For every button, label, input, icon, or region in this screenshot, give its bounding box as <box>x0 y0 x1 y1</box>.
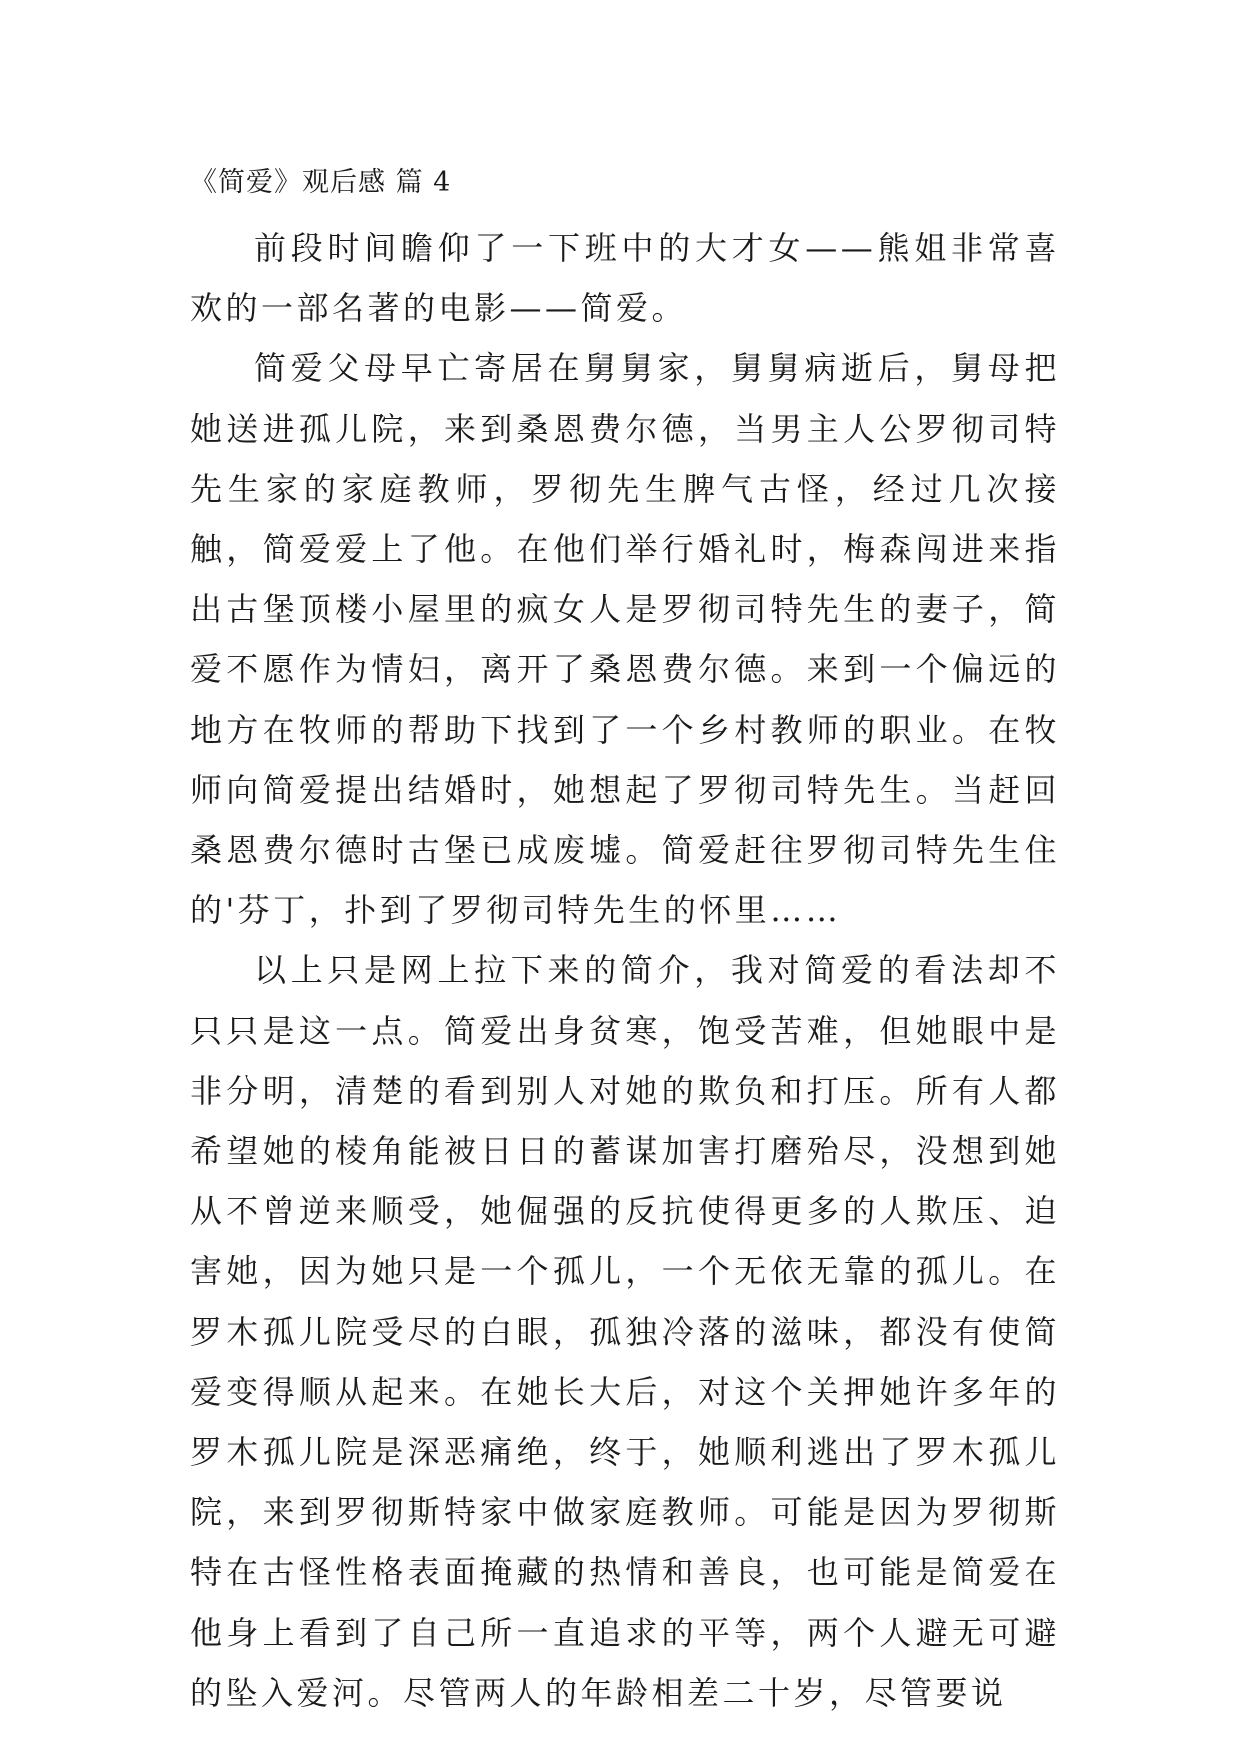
document-title: 《简爱》观后感 篇 4 <box>190 167 452 198</box>
paragraph-plot-summary: 简爱父母早亡寄居在舅舅家，舅舅病逝后，舅母把她送进孤儿院，来到桑恩费尔德，当男主人公罗彻司特先生家的家庭教师，罗彻先生脾气古怪，经过几次接触，简爱爱上了他。在他们举行婚礼时，梅森闯进来指出古堡顶楼小屋里的疯女人是罗彻司特先生的妻子，简爱不愿作为情妇，离开了桑恩费尔德。来到一个偏远的地方在牧师的帮助下找到了一个乡村教师的职业。在牧师向简爱提出结婚时，她想起了罗彻司特先生。当赶回桑恩费尔德时古堡已成废墟。简爱赶往罗彻司特先生住的'芬丁，扑到了罗彻司特先生的怀里…… <box>190 349 1060 930</box>
document-body <box>190 218 1060 1723</box>
paragraph-reflection: 以上只是网上拉下来的简介，我对简爱的看法却不只只是这一点。简爱出身贫寒，饱受苦难，但她眼中是非分明，清楚的看到别人对她的欺负和打压。所有人都希望她的棱角能被日日的蓄谋加害打磨殆尽，没想到她从不曾逆来顺受，她倔强的反抗使得更多的人欺压、迫害她，因为她只是一个孤儿，一个无依无靠的孤儿。在罗木孤儿院受尽的白眼，孤独冷落的滋味，都没有使简爱变得顺从起来。在她长大后，对这个关押她许多年的罗木孤儿院是深恶痛绝，终于，她顺利逃出了罗木孤儿院，来到罗彻斯特家中做家庭教师。可能是因为罗彻斯特在古怪性格表面掩藏的热情和善良，也可能是简爱在他身上看到了自己所一直追求的平等，两个人避无可避的坠入爱河。尽管两人的年龄相差二十岁，尽管要说 <box>190 951 1060 1712</box>
paragraph-intro: 前段时间瞻仰了一下班中的大才女——熊姐非常喜欢的一部名著的电影——简爱。 <box>190 229 1060 328</box>
